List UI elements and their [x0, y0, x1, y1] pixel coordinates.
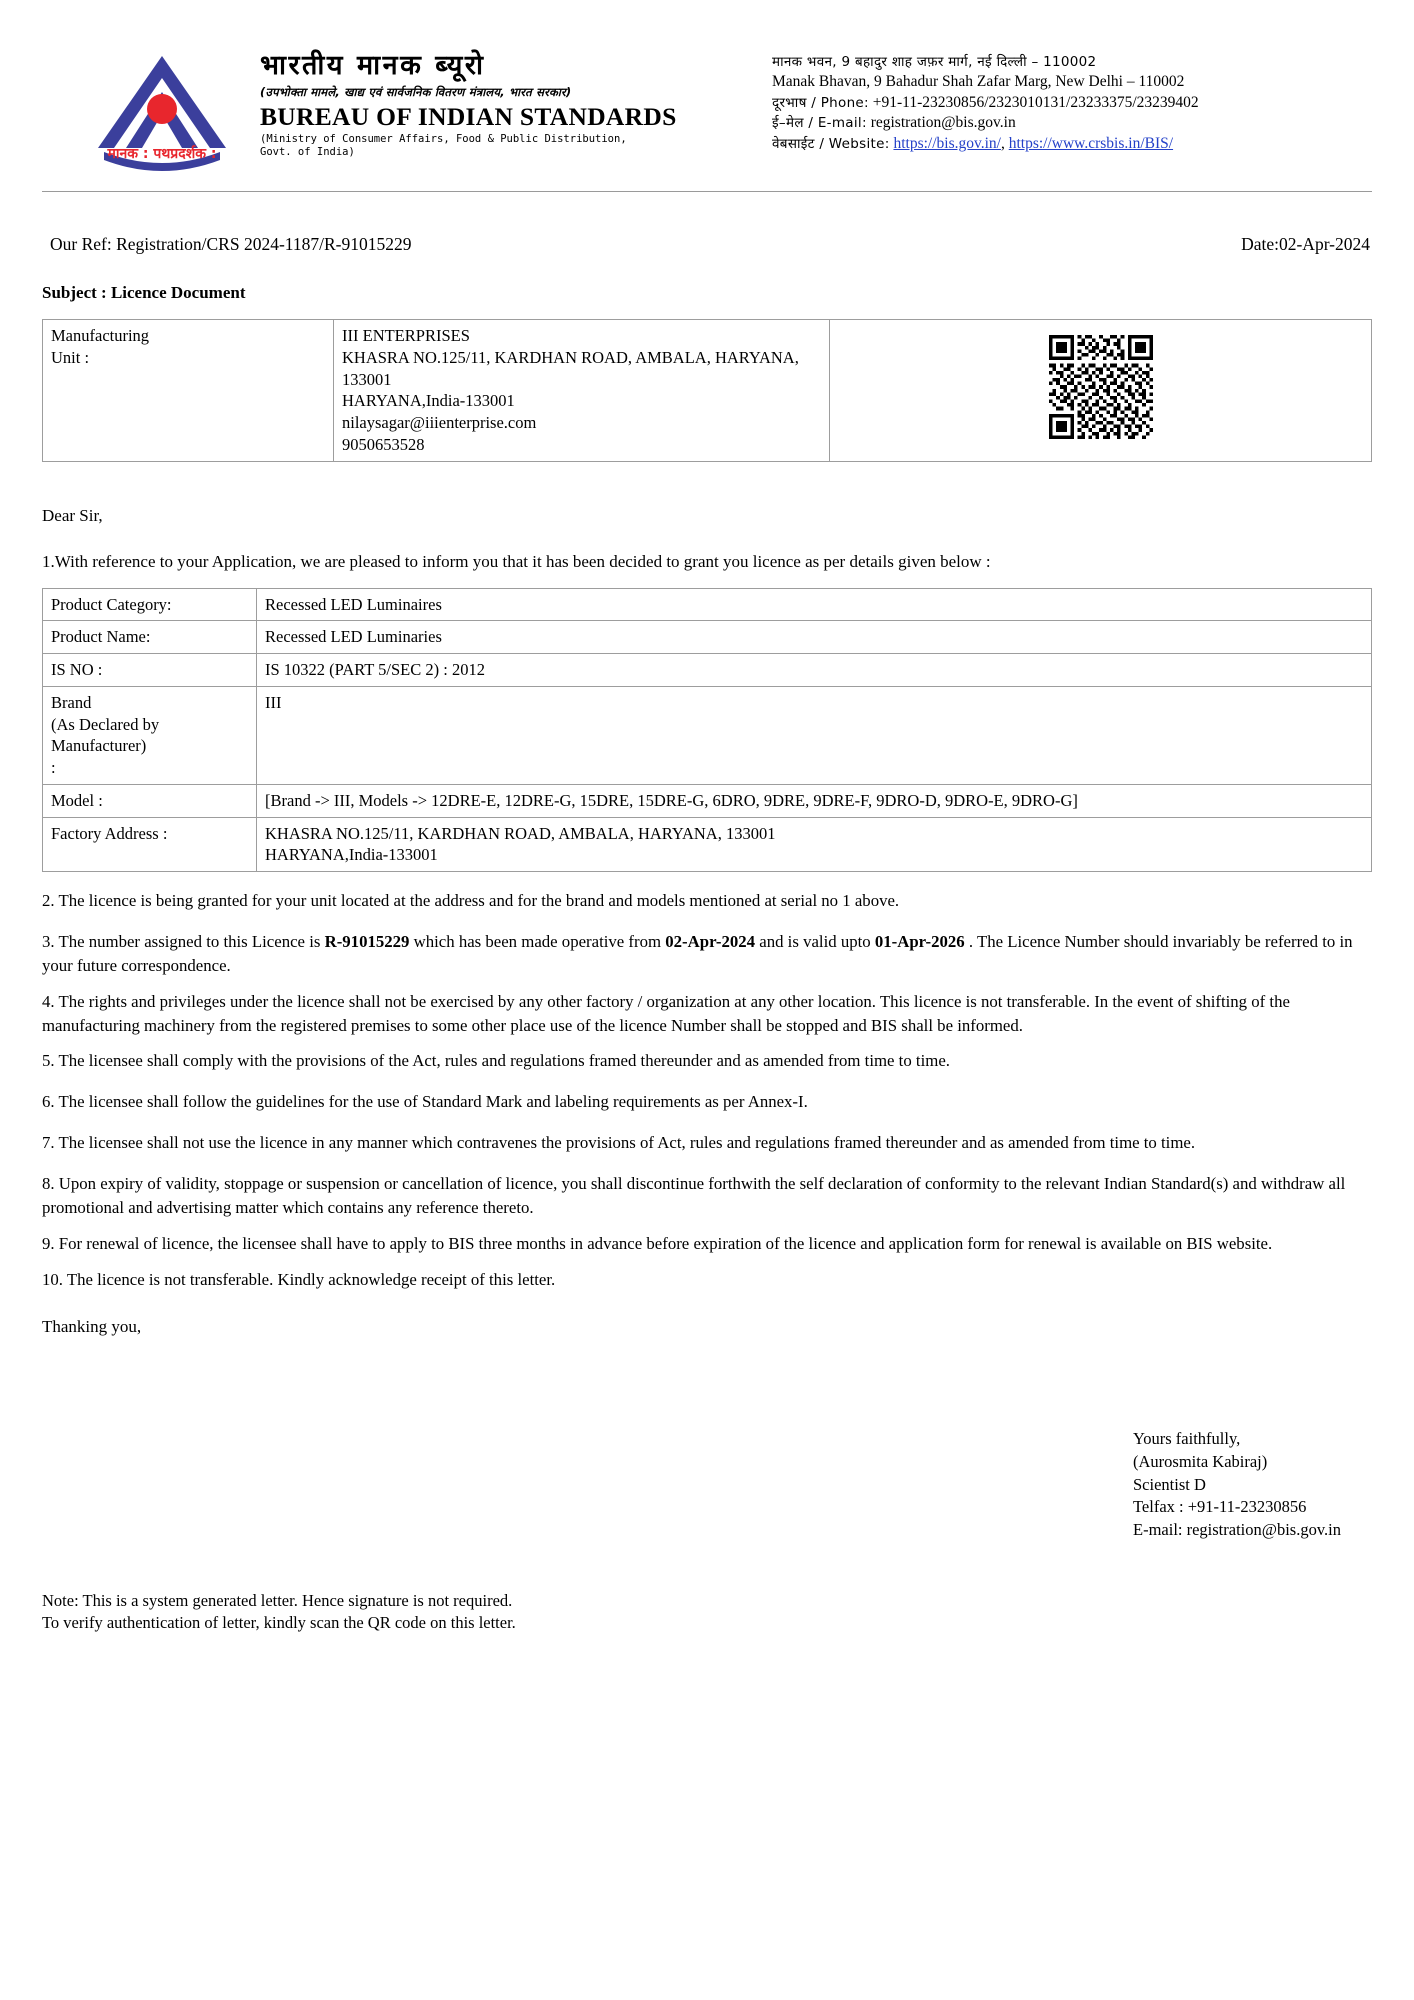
product-details-table [42, 588, 1372, 873]
intro-paragraph: 1.With reference to your Application, we are pleased to inform you that it has been decided to grant you licence as per details given below : [42, 551, 991, 571]
clause-3 [42, 930, 1372, 978]
brand-label-line2: (As Declared by Manufacturer) [51, 714, 160, 756]
email-label: ई–मेल / E-mail: [772, 115, 867, 132]
thanking-line: Thanking you, [42, 1317, 142, 1337]
unit-address-line1: KHASRA NO.125/11, KARDHAN ROAD, AMBALA, HARYANA, 133001 [342, 347, 799, 389]
mfg-label-line1: Manufacturing [51, 326, 150, 345]
website-separator: , [1000, 134, 1009, 152]
mfg-label-line2: Unit : [51, 347, 90, 367]
manufacturing-unit-details [334, 320, 830, 462]
clause-3-part1: 3. The number assigned to this Licence is [42, 932, 325, 952]
brand-label-line1: Brand [51, 692, 92, 712]
table-row [43, 621, 1372, 654]
model-label: Model : [43, 784, 257, 817]
clause-3-part2: which has been made operative from [409, 932, 666, 952]
unit-phone: 9050653528 [342, 434, 425, 454]
phone-value: +91-11-23230856/2323010131/23233375/23239402 [872, 93, 1199, 111]
unit-address-line2: HARYANA,India-133001 [342, 391, 515, 411]
is-no-value: IS 10322 (PART 5/SEC 2) : 2012 [257, 654, 1372, 687]
organization-title [238, 42, 730, 159]
clause-3-valid-upto-date: 01-Apr-2026 [874, 932, 965, 952]
clause-3-operative-date: 02-Apr-2024 [665, 932, 756, 952]
our-reference: Our Ref: Registration/CRS 2024-1187/R-91015229 [50, 234, 412, 254]
address-hindi: मानक भवन, 9 बहादुर शाह जफ़र मार्ग, नई दिल्ली – 110002 [772, 54, 1097, 70]
manufacturing-unit-table [42, 319, 1372, 462]
signature-closing: Yours faithfully, [1133, 1429, 1241, 1448]
clause-7: 7. The licensee shall not use the licence in any manner which contravenes the provisions of Act, rules and regulations framed thereunder and as amended from time to time. [42, 1133, 1196, 1153]
qr-code-cell [830, 320, 1372, 462]
english-title: BUREAU OF INDIAN STANDARDS [260, 102, 677, 132]
phone-line [772, 93, 1372, 114]
website-link-crsbis[interactable]: https://www.crsbis.in/BIS/ [1008, 134, 1174, 152]
qr-code [1049, 335, 1153, 445]
reference-line [42, 234, 1372, 255]
clause-6: 6. The licensee shall follow the guidelines for the use of Standard Mark and labeling requirements as per Annex-I. [42, 1092, 808, 1112]
model-value: [Brand -> III, Models -> 12DRE-E, 12DRE-G, 15DRE, 15DRE-G, 6DRO, 9DRE, 9DRE-F, 9DRO-D, 9DRO-E, 9DRO-G] [257, 784, 1372, 817]
table-row [43, 817, 1372, 872]
is-no-label: IS NO : [43, 654, 257, 687]
table-row [43, 686, 1372, 784]
clause-3-part4: . The Licence Number should invariably be referred to in your future correspondence. [42, 932, 1353, 975]
clauses-list [42, 889, 1372, 1291]
letterhead [42, 0, 1372, 173]
english-subtitle-line2: Govt. of India) [260, 146, 355, 159]
clause-9: 9. For renewal of licence, the licensee shall have to apply to BIS three months in advance before expiration of the licence and application form for renewal is available on BIS website. [42, 1233, 1273, 1253]
note-line1: Note: This is a system generated letter. Hence signature is not required. [42, 1591, 513, 1610]
footer-note [42, 1590, 516, 1634]
clause-3-licence-number: R-91015229 [324, 932, 410, 952]
note-line2: To verify authentication of letter, kindly scan the QR code on this letter. [42, 1612, 516, 1632]
subject-line: Subject : Licence Document [42, 283, 246, 302]
bis-logo [86, 42, 238, 173]
hindi-subtitle: (उपभोक्ता मामले, खाद्य एवं सार्वजनिक वितरण मंत्रालय, भारत सरकार) [260, 85, 572, 100]
unit-name: III ENTERPRISES [342, 326, 470, 345]
brand-label-line3: : [51, 758, 56, 778]
logo-caption: मानक : पथप्रदर्शक : [107, 146, 217, 162]
brand-value: III [257, 686, 1372, 784]
signature-telfax: Telfax : +91-11-23230856 [1133, 1497, 1307, 1517]
email-line [772, 113, 1372, 134]
hindi-title: भारतीय मानक ब्यूरो [260, 50, 486, 81]
clause-3-part3: and is valid upto [755, 932, 875, 952]
website-line [772, 134, 1372, 155]
website-link-bis[interactable]: https://bis.gov.in/ [893, 134, 1001, 152]
brand-label [43, 686, 257, 784]
unit-email: nilaysagar@iiienterprise.com [342, 413, 537, 433]
signature-block [1133, 1428, 1341, 1542]
table-row [43, 654, 1372, 687]
factory-address-value [257, 817, 1372, 872]
address-english: Manak Bhavan, 9 Bahadur Shah Zafar Marg, New Delhi – 110002 [772, 72, 1185, 90]
product-category-label: Product Category: [43, 588, 257, 621]
salutation: Dear Sir, [42, 505, 103, 525]
signature-designation: Scientist D [1133, 1474, 1206, 1494]
header-divider [42, 191, 1372, 192]
english-subtitle-line1: (Ministry of Consumer Affairs, Food & Public Distribution, [260, 133, 627, 146]
clause-2: 2. The licence is being granted for your unit located at the address and for the brand and models mentioned at serial no 1 above. [42, 891, 900, 911]
product-name-value: Recessed LED Luminaries [257, 621, 1372, 654]
contact-details [730, 42, 1372, 154]
signature-email: E-mail: registration@bis.gov.in [1133, 1520, 1341, 1540]
clause-4: 4. The rights and privileges under the licence shall not be exercised by any other factory / organization at any other location. This licence is not transferable. In the event of shifting of the manufacturing machinery from the registered premises to some other place use of the licence Number shall be stopped and BIS shall be informed. [42, 991, 1290, 1035]
factory-address-label: Factory Address : [43, 817, 257, 872]
qr-code-icon [1049, 335, 1153, 439]
clause-5: 5. The licensee shall comply with the provisions of the Act, rules and regulations framed thereunder and as amended from time to time. [42, 1051, 950, 1071]
manufacturing-unit-label [43, 320, 334, 462]
table-row [43, 784, 1372, 817]
factory-address-line1: KHASRA NO.125/11, KARDHAN ROAD, AMBALA, HARYANA, 133001 [265, 823, 776, 843]
clause-8: 8. Upon expiry of validity, stoppage or suspension or cancellation of licence, you shall discontinue forthwith the self declaration of conformity to the relevant Indian Standard(s) and withdraw all promotional and advertising matter which contains any reference thereto. [42, 1174, 1346, 1217]
email-value: registration@bis.gov.in [870, 114, 1016, 132]
letter-date: Date:02-Apr-2024 [1241, 234, 1370, 254]
signature-name: (Aurosmita Kabiraj) [1133, 1451, 1268, 1471]
product-category-value: Recessed LED Luminaires [257, 588, 1372, 621]
website-label: वेबसाईट / Website: [772, 135, 890, 152]
product-name-label: Product Name: [43, 621, 257, 654]
bis-logo-icon [86, 48, 238, 173]
table-row [43, 588, 1372, 621]
clause-10: 10. The licence is not transferable. Kindly acknowledge receipt of this letter. [42, 1269, 556, 1289]
table-row [43, 320, 1372, 462]
phone-label: दूरभाष / Phone: [772, 94, 869, 111]
factory-address-line2: HARYANA,India-133001 [265, 845, 438, 865]
